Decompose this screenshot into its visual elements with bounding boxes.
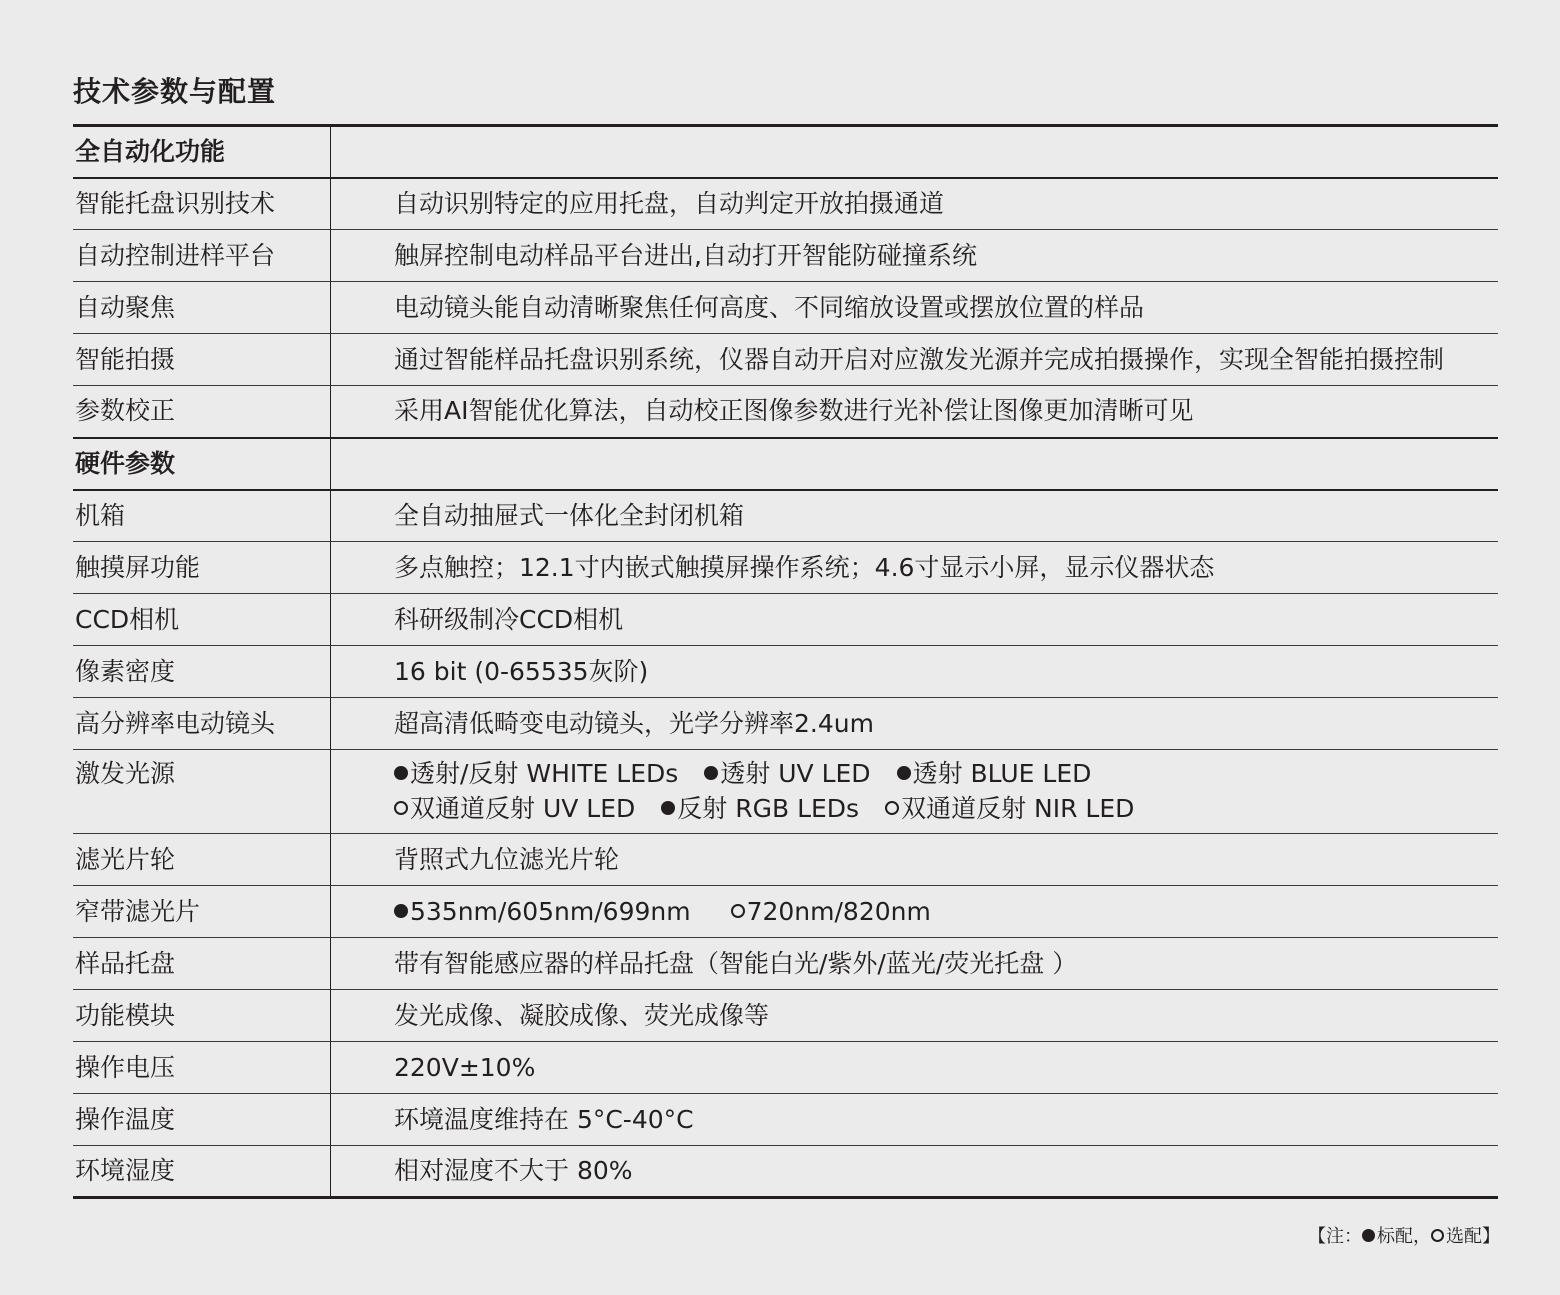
- row-value: 相对湿度不大于 80%: [394, 1156, 633, 1185]
- table-row: [73, 334, 1498, 386]
- option-line-1: [394, 756, 1498, 791]
- row-label: 操作温度: [73, 1094, 331, 1146]
- option-item: [885, 791, 1134, 826]
- option-text: 双通道反射 NIR LED: [901, 794, 1135, 823]
- row-value: 16 bit (0-65535灰阶): [394, 656, 649, 686]
- filled-dot-icon: [897, 766, 911, 780]
- row-value: 科研级制冷CCD相机: [394, 604, 624, 634]
- row-value: 通过智能样品托盘识别系统，仪器自动开启对应激发光源并完成拍摄操作，实现全智能拍摄控制: [394, 344, 1445, 374]
- row-value: 触屏控制电动样品平台进出,自动打开智能防碰撞系统: [394, 240, 977, 270]
- row-label: 高分辨率电动镜头: [73, 698, 331, 750]
- table-row: [73, 938, 1498, 990]
- section-heading-empty: [331, 438, 1499, 490]
- narrowband-options: [331, 886, 1499, 938]
- option-line-2: [394, 791, 1498, 826]
- table-row: [73, 386, 1498, 438]
- option-text: 双通道反射 UV LED: [410, 794, 636, 823]
- table-row: [73, 178, 1498, 230]
- option-item: [897, 756, 1092, 791]
- note-optional: 选配: [1446, 1226, 1482, 1247]
- row-label: 滤光片轮: [73, 834, 331, 886]
- row-value: 背照式九位滤光片轮: [394, 844, 620, 874]
- row-label: 激发光源: [73, 750, 331, 834]
- row-value: 电动镜头能自动清晰聚焦任何高度、不同缩放设置或摆放位置的样品: [394, 292, 1145, 322]
- row-label: 操作电压: [73, 1042, 331, 1094]
- spec-table: [73, 124, 1498, 1199]
- excitation-options: [331, 750, 1499, 834]
- table-row: [73, 594, 1498, 646]
- row-label: 功能模块: [73, 990, 331, 1042]
- option-item: [731, 894, 931, 930]
- filled-dot-icon: [394, 766, 408, 780]
- option-item: [704, 756, 870, 791]
- page-title: 技术参数与配置: [73, 75, 277, 108]
- option-text: 反射 RGB LEDs: [677, 794, 860, 823]
- note-close: 】: [1482, 1226, 1500, 1247]
- option-item: [661, 791, 859, 826]
- option-item: [394, 791, 635, 826]
- table-row: [73, 646, 1498, 698]
- row-label: 机箱: [73, 490, 331, 542]
- row-value: 全自动抽屉式一体化全封闭机箱: [394, 500, 745, 530]
- option-text: 720nm/820nm: [746, 896, 931, 926]
- row-label: 触摸屏功能: [73, 542, 331, 594]
- table-row: [73, 1094, 1498, 1146]
- excitation-row: [73, 750, 1498, 834]
- option-text: 535nm/605nm/699nm: [410, 896, 691, 926]
- table-row: [73, 834, 1498, 886]
- row-label: 窄带滤光片: [73, 886, 331, 938]
- row-label: 样品托盘: [73, 938, 331, 990]
- row-label: 自动控制进样平台: [73, 230, 331, 282]
- row-value: 带有智能感应器的样品托盘（智能白光/紫外/蓝光/荧光托盘 ）: [394, 948, 1078, 978]
- row-value: 220V±10%: [394, 1052, 536, 1082]
- legend-note: [1308, 1222, 1500, 1248]
- filled-dot-icon: [1362, 1229, 1375, 1242]
- row-label: 环境湿度: [73, 1146, 331, 1198]
- filled-dot-icon: [394, 904, 408, 918]
- section-heading: 硬件参数: [73, 438, 331, 490]
- table-row: [73, 542, 1498, 594]
- table-row: [73, 1146, 1498, 1198]
- table-row: [73, 282, 1498, 334]
- note-open: 【注：: [1308, 1226, 1362, 1247]
- filled-dot-icon: [704, 766, 718, 780]
- option-text: 透射/反射 WHITE LEDs: [410, 759, 679, 788]
- section-heading-empty: [331, 126, 1499, 178]
- row-label: CCD相机: [73, 594, 331, 646]
- open-circle-icon: [731, 904, 745, 918]
- table-row: [73, 698, 1498, 750]
- row-label: 智能拍摄: [73, 334, 331, 386]
- section-heading-row: [73, 126, 1498, 178]
- note-standard: 标配，: [1377, 1226, 1431, 1247]
- narrowband-row: [73, 886, 1498, 938]
- row-value: 超高清低畸变电动镜头，光学分辨率2.4um: [394, 708, 874, 738]
- open-circle-icon: [885, 801, 899, 815]
- option-text: 透射 UV LED: [720, 759, 871, 788]
- open-circle-icon: [394, 801, 408, 815]
- table-row: [73, 1042, 1498, 1094]
- section-heading-row: [73, 438, 1498, 490]
- filled-dot-icon: [661, 801, 675, 815]
- table-row: [73, 490, 1498, 542]
- table-row: [73, 990, 1498, 1042]
- row-label: 像素密度: [73, 646, 331, 698]
- row-value: 多点触控；12.1寸内嵌式触摸屏操作系统；4.6寸显示小屏，显示仪器状态: [394, 552, 1215, 582]
- row-value: 环境温度维持在 5°C-40°C: [394, 1104, 694, 1134]
- row-value: 自动识别特定的应用托盘，自动判定开放拍摄通道: [394, 188, 945, 218]
- row-value: 发光成像、凝胶成像、荧光成像等: [394, 1000, 770, 1030]
- section-heading: 全自动化功能: [73, 126, 331, 178]
- option-item: [394, 894, 691, 930]
- row-value: 采用AI智能优化算法，自动校正图像参数进行光补偿让图像更加清晰可见: [394, 396, 1194, 426]
- option-text: 透射 BLUE LED: [912, 759, 1092, 788]
- row-label: 参数校正: [73, 386, 331, 438]
- option-item: [394, 756, 678, 791]
- table-row: [73, 230, 1498, 282]
- row-label: 智能托盘识别技术: [73, 178, 331, 230]
- row-label: 自动聚焦: [73, 282, 331, 334]
- open-circle-icon: [1431, 1229, 1444, 1242]
